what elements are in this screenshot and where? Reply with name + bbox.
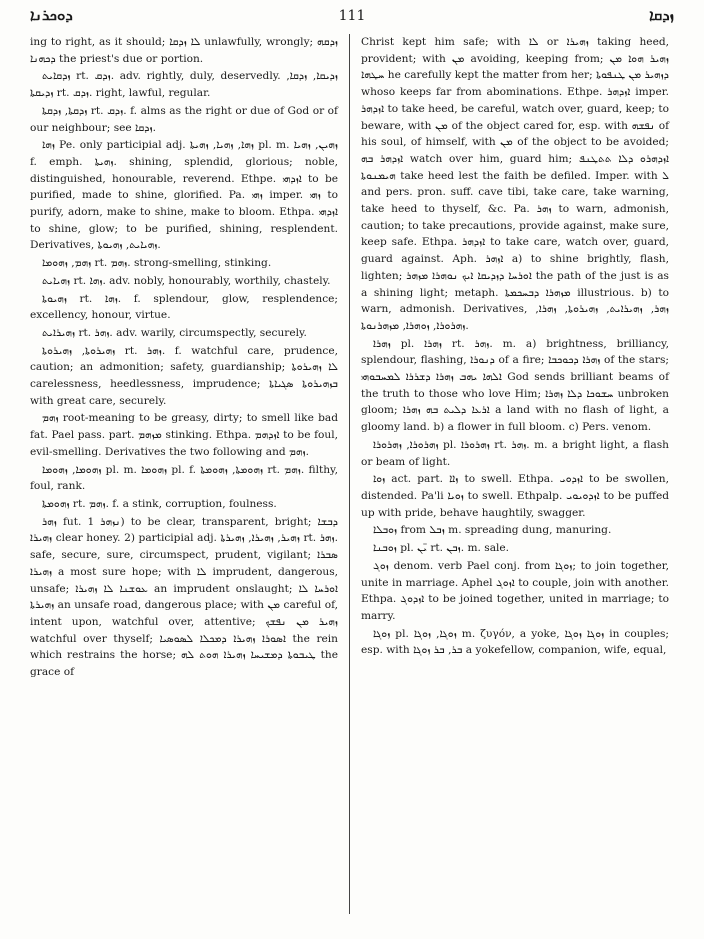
entry: ܙܗܪ fut. ܢܙܗܪ 1) to be clear, transparent, bright; ܕܒܫܐ ܙܗܝܪܐ clear honey. 2) participial adj. ܙܗܝܪ, ܙܗܝܪܐ, ܙܗܝܪܬܐ rt. ܙܗܪ. safe, secure, sure, circumspect, prudent, vigilant; ܣܒܪܐ ܙܗܝܪܐ a most sure hope; with ܠܐ imprudent, dangerous, unsafe; ܥܘܫܢܐ ܠܐ ܙܗܝܪܐ an imprudent onslaught; ܐܘܪܚܐ ܠܐ ܙܗܝܪܬܐ an unsafe road, dangerous place; with ܡܢ careful of, intent upon, watchful over, attentive; ܙܗܝܪ ܡܢ ܢܦܫܟ watchful over thyself; ܐܣܘܪܐ ܙܗܝܪܐ ܕܡܟܠܐ ܠܣܘܣܝܐ the rein which restrains the horse; ܛܝܒܘܬܐ ܕܡܫܝܚܐ ܙܗܝܪܐ ܗܘܬ ܠܗ the grace of <box>30 515 339 679</box>
page-number: 111 <box>338 8 366 24</box>
entry: ܙܗܡ root-meaning to be greasy, dirty; to smell like bad fat. Pael pass. part. ܡܙܗܡ stinking. Ethpa. ܐܙܕܗܡ to be foul, evil-smelling. Derivatives the two following and ܙܗܡ. <box>30 412 338 458</box>
entry: ܙܗܪܐ pl. ܙܗܪܐ rt. ܙܗܪ. m. a) brightness, brilliancy, splendour, flashing, ܕܢܘܪܐ of a fire; ܙܗܪܐ ܕܟܘܟܒܐ of the stars; ܐܠܗܐ ܝܗܒ ܙܗܪܐ ܕܫܪܪܐ ܠܡܚܒܘܗܝ God sends brilliant beams of the truth to those who love Him; ܚܫܘܟܐ ܕܠܐ ܙܗܪܐ unbroken gloom; ܐܪܥܐ ܕܠܝܬ ܒܗ ܙܗܪܐ a land with no flash of light, a gloomy land. b) a flower in full bloom. c) Pers. venom. <box>361 337 670 434</box>
entry: ܙܗܡ, ܙܗܘܡܐ rt. ܙܗܡ. strong-smelling, stinking. <box>42 257 272 270</box>
entry: ܙܘܓܐ pl. ܙܘܓܐ, ܙܘܓܐ m. ζυγόν, a yoke, ܙܘܓܐ ܙܘܓܐ in couples; esp. with ܒܪ, ܒܪ ܙܘܓܐ a yokefellow, companion, wife, equal, <box>361 627 669 657</box>
entry: ܙܘܒܠܐ from ܙܒܠ m. spreading dung, manuring. <box>373 524 612 537</box>
entry: ܙܕܩܐܝܬ rt. ܙܕܩ. adv. rightly, duly, deservedly. ܙܕܝܩܐ, ܙܕܩܐ, ܙܕܝܩܬܐ rt. ܙܕܩ. right, lawful, regular. <box>30 70 338 100</box>
left-running-head: ܕܘܟܪܢܐ <box>30 6 73 24</box>
right-running-head: ܙܕܩܐ <box>649 6 674 24</box>
entry: ܙܕܩܬܐ, ܙܕܩܬܐ rt. ܙܕܩ. f. alms as the right or due of God or of our neighbour; see ܙܕܩܐ. <box>30 104 338 134</box>
column-divider <box>349 34 350 914</box>
entry: ܙܗܝܪܐܝܬ rt. ܙܗܪ. adv. warily, circumspectly, securely. <box>42 326 307 339</box>
entry: ing to right, as it should; ܠܐ ܙܕܩܐ unlawfully, wrongly; ܙܕܩܗ ܕܟܗܢܐ the priest's due or portion. <box>30 36 339 65</box>
entry: ܙܗܘܡܬܐ rt. ܙܗܡ. f. a stink, corruption, foulness. <box>42 497 277 510</box>
entry: ܙܗܝܐܝܬ rt. ܙܗܐ. adv. nobly, honourably, worthily, chastely. <box>42 274 331 287</box>
entry: ܙܗܪܘܪܐ, ܙܗܪܘܪܐ pl. ܙܗܪܘܪܐ rt. ܙܗܪ. m. a bright light, a flash or beam of light. <box>361 438 669 468</box>
right-column <box>361 34 669 659</box>
entry: ܙܗܝܘܬܐ rt. ܙܗܐ. f. splendour, glow, resplendence; excellency, honour, virtue. <box>30 292 338 322</box>
entry: ܙܘܒܢܐ pl. ܝ̈ܢ rt. ܙܒܢ. m. sale. <box>373 542 510 555</box>
page-header <box>30 6 674 28</box>
entry: ܙܗܐ Pe. only participial adj. ܙܗܐ, ܙܗܝܐ, ܙܗܝܬܐ pl. m. ܙܗܝܢ, ܙܗܝܐ f. emph. ܙܗܝܬܐ. shining, splendid, glorious; noble, distinguished, honourable, reverend. Ethpe. ܐܙܕܗܝ to be purified, made to shine, glorified. Pa. ܙܗܝ imper. ܙܗܝ to purify, adorn, make to shine, make to bloom. Ethpa. ܐܙܕܗܝ to shine, glow; to be purified, shining, resplendent. Derivatives, ܙܗܝܐܝܬ, ܙܗܝܘܬܐ. <box>30 139 339 252</box>
entry: ܙܗܘܡܐ, ܙܗܘܡܐ pl. m. ܙܗܘܡܐ pl. f. ܙܗܘܡܬܐ, ܙܗܘܡܬܐ rt. ܙܗܡ. filthy, foul, rank. <box>30 463 338 493</box>
entry: ܙܘܐ act. part. ܙܐܐ to swell. Ethpa. ܐܙܕܘܝ to be swollen, distended. Pa'li ܙܘܝܐ to swell. Ethpalp. ܐܙܕܘܝܘܝ to be puffed up with pride, behave haughtily, swagger. <box>361 473 669 519</box>
entry: Christ kept him safe; with ܠܐ or ܙܗܝܪܐ taking heed, provident; with ܡܢ avoiding, keeping from; ܙܗܝܪ ܗܘܐ ܡܢ ܚܛܗܐ he carefully kept the matter from her; ܕܙܗܝܪ ܡܢ ܛܢܦܘܬܐ whoso keeps far from abominations. Ethpe. ܐܙܕܗܪ imper. ܐܙܕܗܪ to take heed, be careful, watch over, guard, keep; to beware, with ܡܢ of the object cared for, esp. with ܢܦܫܗ of his soul, of himself, with ܡܢ of the object to be avoided; ܐܙܕܗܪ ܒܗ watch over him, guard him; ܐܙܕܗܪܘ ܕܠܐ ܬܬܛܢܦ ܗܝܡܢܘܬܐ take heed lest the faith be defiled. Imper. with ܠ and pers. pron. suff. cave tibi, take care, take warning, take heed to thyself, &c. Pa. ܙܗܪ to warn, admonish, caution; to take precautions, provide against, make sure, keep safe. Ethpa. ܐܙܕܗܪ to take care, watch over, guard, guard against. Aph. ܐܙܗܪ a) to shine brightly, flash, lighten; ܐܘܪܚܐ ܕܙܕܝܩܐ ܐܝܟ ܢܘܗܪܐ ܡܙܗܪ the path of the just is as a shining light; metaph. ܡܙܗܪܐ ܕܒܚܟܡܬܐ illustrious. b) to warn, admonish. Derivatives, ܙܗܪ, ܙܗܝܪܐܝܬ, ܙܗܝܪܘܬܐ, ܙܗܪܐ, ܙܗܪܘܪܐ, ܙܘܗܪܐ, ܡܙܗܪܢܘܬܐ. <box>361 36 670 332</box>
entry: ܙܘܓ denom. verb Pael conj. from ܙܘܓܐ; to join together, unite in marriage. Aphel ܐܙܘܓ to couple, join with another. Ethpa. ܐܙܕܘܓ to be joined together, united in marriage; to marry. <box>361 559 669 622</box>
entry: ܙܗܝܪܘܬܐ, ܙܗܝܪܘܬܐ rt. ܙܗܪ. f. watchful care, prudence, caution; an admonition; safety, guardianship; ܠܐ ܙܗܝܪܘܬܐ carelessness, heedlessness, imprudence; ܒܙܗܝܪܘܬܐ ܣܓܝܐܬܐ with great care, securely. <box>30 344 338 407</box>
left-column <box>30 34 338 681</box>
